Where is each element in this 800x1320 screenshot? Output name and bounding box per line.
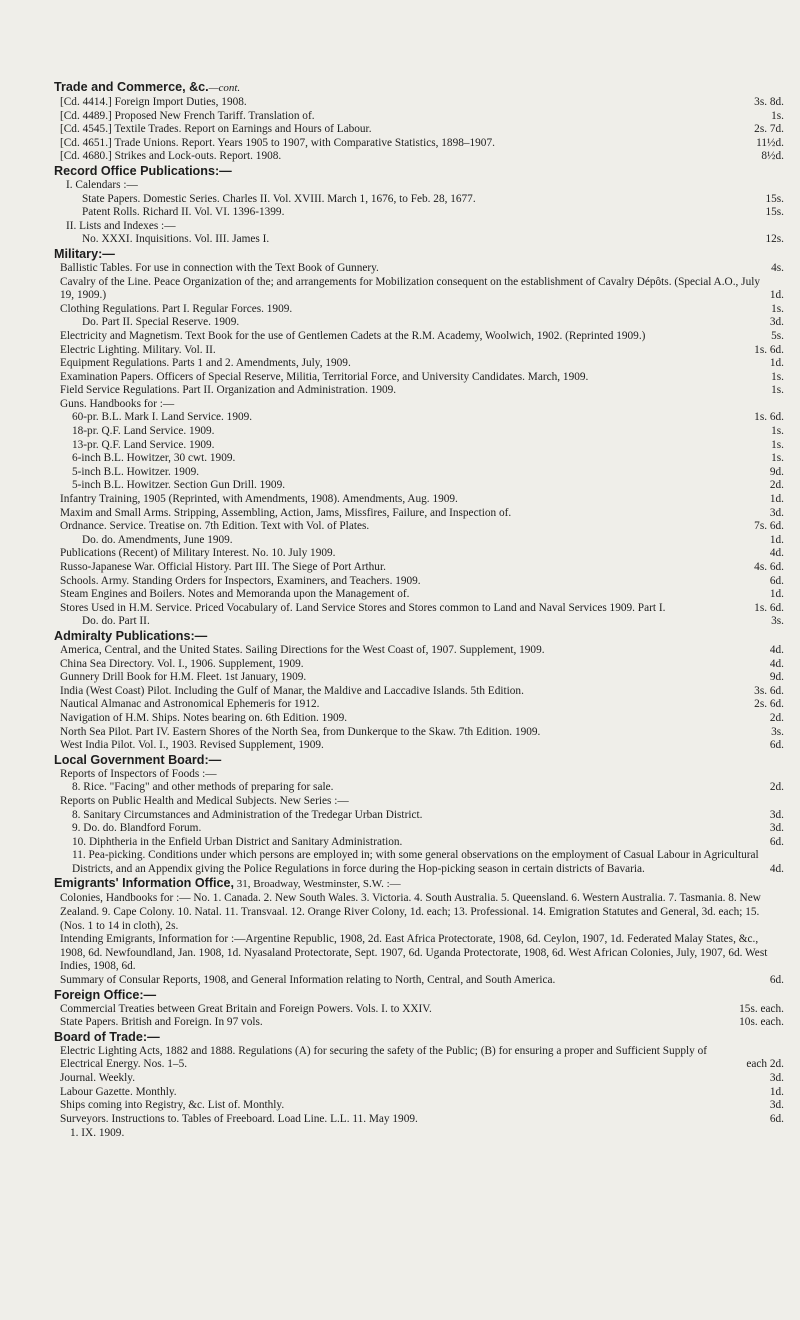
list-item: Schools. Army. Standing Orders for Inspectors, Examiners, and Teachers. 1909. 6d. [60,574,784,587]
calendars-label: I. Calendars :— [66,178,138,191]
list-item: [Cd. 4680.] Strikes and Lock-outs. Report. 1908. 8½d. [60,150,784,163]
list-item: No. XXXI. Inquisitions. Vol. III. James I. 12s. [82,233,784,246]
list-item: Clothing Regulations. Part I. Regular Forces. 1909. 1s. [60,302,784,315]
guns-label: Guns. Handbooks for :— [60,397,175,410]
list-item: Surveyors. Instructions to. Tables of Freeboard. Load Line. L.L. 11. May 1909. 6d. [60,1112,784,1125]
list-item: Electric Lighting Acts, 1882 and 1888. Regulations (A) for securing the safety of the Public; (B) for ensuring a proper and Sufficient Supply of Electrical Energy. Nos. 1–5. each 2d. [60,1044,784,1071]
list-item: 9. Do. do. Blandford Forum. 3d. [72,822,784,835]
list-item: Field Service Regulations. Part II. Organization and Administration. 1909. 1s. [60,384,784,397]
list-item: Do. Part II. Special Reserve. 1909. 3d. [82,316,784,329]
list-item: India (West Coast) Pilot. Including the Gulf of Manar, the Maldive and Laccadive Islands. 5th Edition. 3s. 6d. [60,684,784,697]
footer-date: 1. IX. 1909. [70,1127,125,1140]
list-item: [Cd. 4545.] Textile Trades. Report on Earnings and Hours of Labour. 2s. 7d. [60,123,784,136]
list-item: 8. Sanitary Circumstances and Administration of the Tredegar Urban District. 3d. [72,808,784,821]
list-item: 18-pr. Q.F. Land Service. 1909. 1s. [72,425,784,438]
guns-list [54,411,784,493]
list-item: Navigation of H.M. Ships. Notes bearing on. 6th Edition. 1909. 2d. [60,711,784,724]
list-item: Infantry Training, 1905 (Reprinted, with Amendments, 1908). Amendments, Aug. 1909. 1d. [60,493,784,506]
list-item: Summary of Consular Reports, 1908, and General Information relating to North, Central, and South America. 6d. [60,974,784,987]
section-heading-foreign-office: Foreign Office:— [54,987,157,1002]
list-item: Stores Used in H.M. Service. Priced Vocabulary of. Land Service Stores and Stores common to Land and Naval Services 1909. Part I. 1s. 6d. [60,601,784,614]
list-item: [Cd. 4414.] Foreign Import Duties, 1908. 3s. 8d. [60,96,784,108]
list-item: 8. Rice. "Facing" and other methods of preparing for sale. 2d. [72,781,784,794]
section-heading-admiralty: Admiralty Publications:— [54,628,208,643]
list-item: Equipment Regulations. Parts 1 and 2. Amendments, July, 1909. 1d. [60,357,784,370]
list-item: State Papers. Domestic Series. Charles II. Vol. XVIII. March 1, 1676, to Feb. 28, 1677. 15s. [82,192,784,205]
list-item: Do. do. Part II. 3s. [82,615,784,628]
list-item: West India Pilot. Vol. I., 1903. Revised Supplement, 1909. 6d. [60,739,784,752]
list-item: Steam Engines and Boilers. Notes and Memoranda upon the Management of. 1d. [60,588,784,601]
list-item: 11. Pea-picking. Conditions under which persons are employed in; with some general observations on the employment of Casual Labour in Agricultural Districts, and an Appendix giving the Police Regulations in force during the Hop-picking season in certain districts of Bavaria. 4d. [72,849,784,875]
list-item: Nautical Almanac and Astronomical Ephemeris for 1912. 2s. 6d. [60,698,784,711]
list-item: 5-inch B.L. Howitzer. 1909. 9d. [72,465,784,478]
list-item: Patent Rolls. Richard II. Vol. VI. 1396-1399. 15s. [82,206,784,219]
list-item: Cavalry of the Line. Peace Organization of the; and arrangements for Mobilization consequent on the establishment of Cavalry Dépôts. (Special A.O., July 19, 1909.) 1d. [60,275,784,302]
list-item: Colonies, Handbooks for :— No. 1. Canada. 2. New South Wales. 3. Victoria. 4. South Australia. 5. Queensland. 6. Western Australia. 7. Tasmania. 8. New Zealand. 9. Cape Colony. 10. Natal. 11. Transvaal. 12. Orange River Colony, 1d. each; 13. Professional. 14. Emigration Statutes and General, 3d. each; 15. (Nos. 1 to 14 in cloth), 2s. [60,892,761,932]
list-item: Publications (Recent) of Military Interest. No. 10. July 1909. 4d. [60,547,784,560]
trade-list [54,96,784,164]
list-item: China Sea Directory. Vol. I., 1906. Supplement, 1909. 4d. [60,657,784,670]
list-item: State Papers. British and Foreign. In 97 vols. 10s. each. [60,1016,784,1029]
section-heading-local-government: Local Government Board:— [54,752,222,767]
list-item: Labour Gazette. Monthly. 1d. [60,1085,784,1098]
list-item: America, Central, and the United States. Sailing Directions for the West Coast of, 1907. Supplement, 1909. 4d. [60,643,784,656]
section-heading-trade: Trade and Commerce, &c.—cont. [54,80,241,94]
list-item: 6-inch B.L. Howitzer, 30 cwt. 1909. 1s. [72,452,784,465]
lists-label: II. Lists and Indexes :— [66,219,176,232]
list-item: Russo-Japanese War. Official History. Part III. The Siege of Port Arthur. 4s. 6d. [60,561,784,573]
list-item: Maxim and Small Arms. Stripping, Assembling, Action, Jams, Missfires, Failure, and Inspection of. 3d. [60,506,784,519]
foods-label: Reports of Inspectors of Foods :— [60,767,217,780]
content [54,80,784,1141]
section-heading-military: Military:— [54,246,115,261]
health-label: Reports on Public Health and Medical Subjects. New Series :— [60,794,349,807]
list-item: 10. Diphtheria in the Enfield Urban District and Sanitary Administration. 6d. [72,835,784,848]
list-item: Do. do. Amendments, June 1909. 1d. [82,533,784,546]
list-item: Journal. Weekly. 3d. [60,1072,784,1084]
list-item: [Cd. 4489.] Proposed New French Tariff. Translation of. 1s. [60,109,784,122]
list-item: 13-pr. Q.F. Land Service. 1909. 1s. [72,438,784,451]
section-heading-record: Record Office Publications:— [54,163,232,178]
list-item: [Cd. 4651.] Trade Unions. Report. Years 1905 to 1907, with Comparative Statistics, 1898–1907. 11½d. [60,136,784,149]
list-item: 60-pr. B.L. Mark I. Land Service. 1909. 1s. 6d. [72,411,784,424]
list-item: 5-inch B.L. Howitzer. Section Gun Drill. 1909. 2d. [72,479,784,492]
list-item: North Sea Pilot. Part IV. Eastern Shores of the North Sea, from Dunkerque to the Skaw. 7th Edition. 1909. 3s. [60,725,784,738]
list-item: Examination Papers. Officers of Special Reserve, Militia, Territorial Force, and University Candidates. March, 1909. 1s. [60,370,784,383]
list-item: Ballistic Tables. For use in connection with the Text Book of Gunnery. 4s. [60,261,784,274]
list-item: Electricity and Magnetism. Text Book for the use of Gentlemen Cadets at the R.M. Academy, Woolwich, 1902. (Reprinted 1909.) 5s. [60,329,784,342]
list-item: Commercial Treaties between Great Britain and Foreign Powers. Vols. I. to XXIV. 15s. each. [60,1002,784,1015]
section-heading-emigrants: Emigrants' Information Office, 31, Broadway, Westminster, S.W. :— [54,876,401,891]
list-item: Intending Emigrants, Information for :—Argentine Republic, 1908, 2d. East Africa Protectorate, 1908, 6d. Ceylon, 1907, 1d. Federated Malay States, &c., 1908, 6d. Newfoundland, Jan. 1908, 1d. Nyasaland Protectorate, Sept. 1907, 6d. Uganda Protectorate, 1908, 6d. West African Colonies, July, 1907, 6d. West Indies, 1908, 6d. [60,933,768,973]
section-heading-board-of-trade: Board of Trade:— [54,1029,160,1044]
list-item: Ships coming into Registry, &c. List of. Monthly. 3d. [60,1099,784,1112]
list-item: Gunnery Drill Book for H.M. Fleet. 1st January, 1909. 9d. [60,671,784,684]
list-item: Ordnance. Service. Treatise on. 7th Edition. Text with Vol. of Plates. 7s. 6d. [60,520,784,533]
list-item: Electric Lighting. Military. Vol. II. 1s. 6d. [60,343,784,356]
